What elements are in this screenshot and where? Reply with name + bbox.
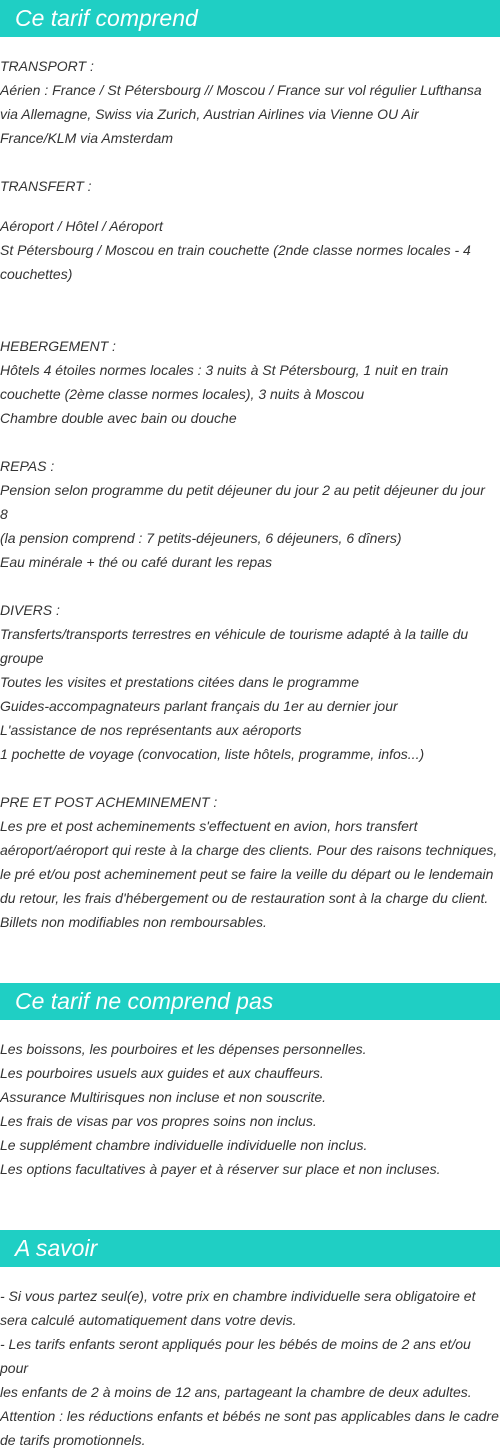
transfert-line: St Pétersbourg / Moscou en train couchette (2nde classe normes locales - 4: [0, 242, 471, 258]
transport-line: via Allemagne, Swiss via Zurich, Austrian Airlines via Vienne OU Air: [0, 106, 419, 122]
transport-line: France/KLM via Amsterdam: [0, 130, 173, 146]
info-line: les enfants de 2 à moins de 12 ans, partageant la chambre de deux adultes.: [0, 1384, 472, 1400]
acheminement-heading: PRE ET POST ACHEMINEMENT :: [0, 794, 218, 810]
info-line: sera calculé automatiquement dans votre devis.: [0, 1312, 297, 1328]
info-section: [0, 1230, 500, 1452]
excludes-header: Ce tarif ne comprend pas: [0, 983, 500, 1020]
excludes-line: Les options facultatives à payer et à réserver sur place et non incluses.: [0, 1161, 441, 1177]
info-header: A savoir: [0, 1230, 500, 1267]
info-line: - Si vous partez seul(e), votre prix en chambre individuelle sera obligatoire et: [0, 1288, 476, 1304]
acheminement-line: du retour, les frais d'hébergement ou de restauration sont à la charge du client.: [0, 890, 489, 906]
hebergement-line: couchette (2ème classe normes locales), 3 nuits à Moscou: [0, 386, 365, 402]
hebergement-line: Chambre double avec bain ou douche: [0, 410, 237, 426]
excludes-section: [0, 983, 500, 1181]
repas-line: Eau minérale + thé ou café durant les repas: [0, 554, 273, 570]
repas-heading: REPAS :: [0, 458, 55, 474]
info-line: - Les tarifs enfants seront appliqués pour les bébés de moins de 2 ans et/ou pour: [0, 1336, 471, 1376]
info-line: Attention : les réductions enfants et bébés ne sont pas applicables dans le cadre: [0, 1408, 499, 1424]
includes-body: [0, 54, 500, 934]
transport-heading: TRANSPORT :: [0, 58, 94, 74]
excludes-line: Les pourboires usuels aux guides et aux chauffeurs.: [0, 1065, 324, 1081]
transfert-heading: TRANSFERT :: [0, 178, 92, 194]
repas-line: Pension selon programme du petit déjeuner du jour 2 au petit déjeuner du jour: [0, 482, 485, 498]
includes-header: Ce tarif comprend: [0, 0, 500, 37]
divers-line: groupe: [0, 650, 44, 666]
divers-line: Toutes les visites et prestations citées dans le programme: [0, 674, 359, 690]
excludes-line: Assurance Multirisques non incluse et non souscrite.: [0, 1089, 327, 1105]
transfert-line: Aéroport / Hôtel / Aéroport: [0, 218, 163, 234]
divers-line: 1 pochette de voyage (convocation, liste hôtels, programme, infos...): [0, 746, 425, 762]
divers-line: Transferts/transports terrestres en véhicule de tourisme adapté à la taille du: [0, 626, 469, 642]
repas-line: (la pension comprend : 7 petits-déjeuners, 6 déjeuners, 6 dîners): [0, 530, 402, 546]
acheminement-line: le pré et/ou post acheminement peut se faire la veille du départ ou le lendemain: [0, 866, 494, 882]
divers-line: L'assistance de nos représentants aux aéroports: [0, 722, 302, 738]
acheminement-line: Les pre et post acheminements s'effectuent en avion, hors transfert: [0, 818, 418, 834]
acheminement-line: Billets non modifiables non remboursables.: [0, 914, 267, 930]
excludes-line: Les frais de visas par vos propres soins non inclus.: [0, 1113, 317, 1129]
acheminement-line: aéroport/aéroport qui reste à la charge des clients. Pour des raisons techniques,: [0, 842, 498, 858]
divers-line: Guides-accompagnateurs parlant français du 1er au dernier jour: [0, 698, 398, 714]
divers-heading: DIVERS :: [0, 602, 60, 618]
info-line: de tarifs promotionnels.: [0, 1432, 146, 1448]
excludes-line: Le supplément chambre individuelle individuelle non inclus.: [0, 1137, 368, 1153]
repas-line: 8: [0, 506, 8, 522]
excludes-body: [0, 1037, 500, 1181]
transport-line: Aérien : France / St Pétersbourg // Moscou / France sur vol régulier Lufthansa: [0, 82, 482, 98]
transfert-line: couchettes): [0, 266, 73, 282]
hebergement-heading: HEBERGEMENT :: [0, 338, 116, 354]
hebergement-line: Hôtels 4 étoiles normes locales : 3 nuits à St Pétersbourg, 1 nuit en train: [0, 362, 449, 378]
excludes-line: Les boissons, les pourboires et les dépenses personnelles.: [0, 1041, 367, 1057]
